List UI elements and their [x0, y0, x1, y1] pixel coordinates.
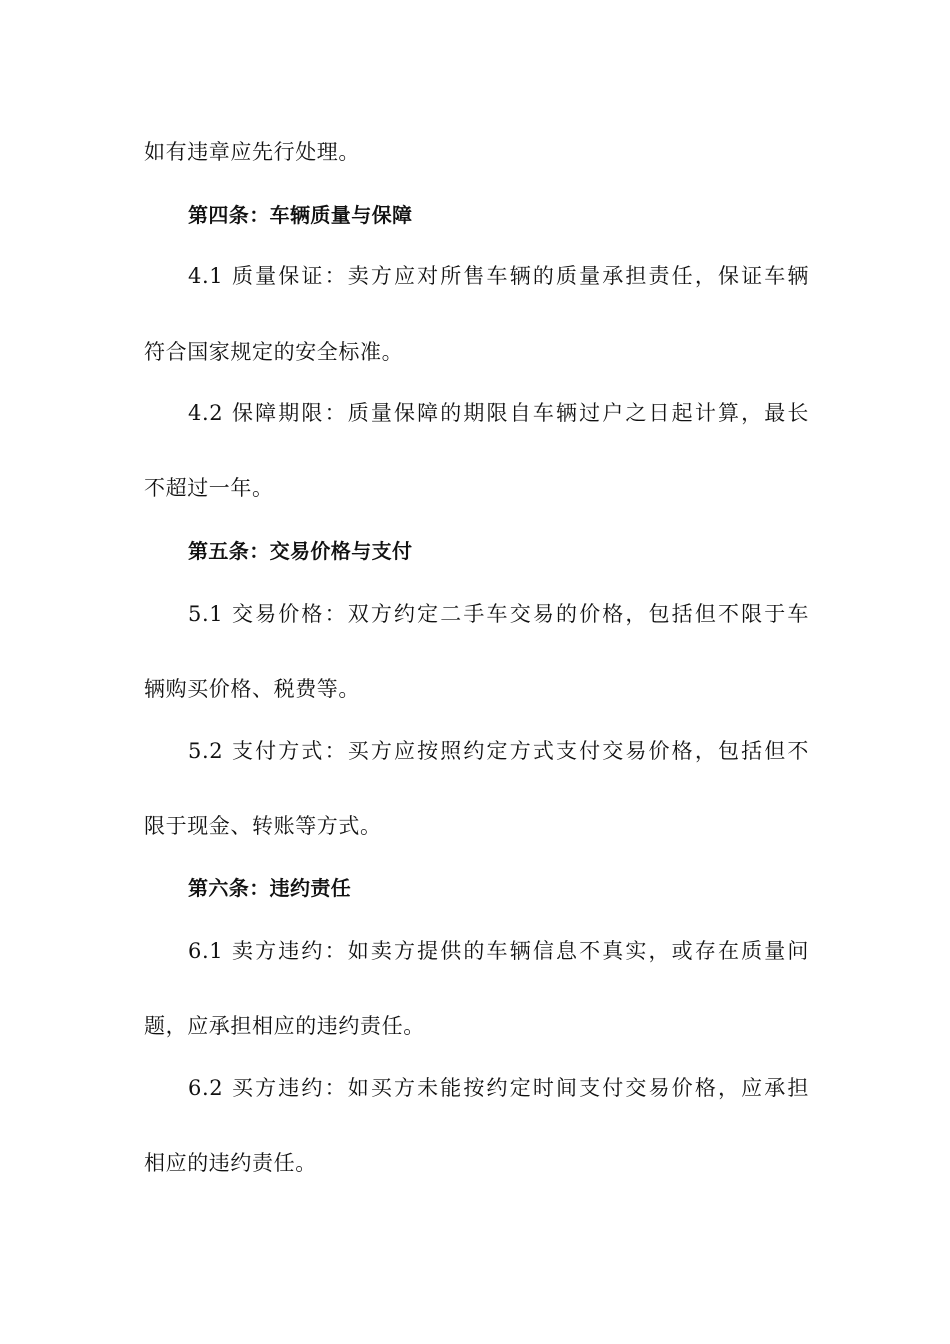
clause-5-1-line-2: 辆购买价格、税费等。: [144, 677, 360, 701]
paragraph-continuation: 如有违章应先行处理。: [144, 140, 360, 164]
clause-6-2-line-1: 6.2 买方违约：如买方未能按约定时间支付交易价格，应承担: [188, 1076, 809, 1100]
clause-4-1-line-1: 4.1 质量保证：卖方应对所售车辆的质量承担责任，保证车辆: [188, 264, 809, 288]
clause-4-2-line-2: 不超过一年。: [144, 476, 274, 500]
clause-4-2-line-1: 4.2 保障期限：质量保障的期限自车辆过户之日起计算，最长: [188, 401, 809, 425]
clause-6-1-line-1: 6.1 卖方违约：如卖方提供的车辆信息不真实，或存在质量问: [188, 939, 809, 963]
clause-5-2-line-2: 限于现金、转账等方式。: [144, 814, 382, 838]
clause-5-2-line-1: 5.2 支付方式：买方应按照约定方式支付交易价格，包括但不: [188, 739, 809, 763]
section-heading-4: 第四条：车辆质量与保障: [188, 203, 413, 227]
section-heading-6: 第六条：违约责任: [188, 876, 352, 900]
section-heading-5: 第五条：交易价格与支付: [188, 539, 413, 563]
clause-6-2-line-2: 相应的违约责任。: [144, 1151, 317, 1175]
clause-5-1-line-1: 5.1 交易价格：双方约定二手车交易的价格，包括但不限于车: [188, 602, 809, 626]
clause-6-1-line-2: 题，应承担相应的违约责任。: [144, 1014, 425, 1038]
clause-4-1-line-2: 符合国家规定的安全标准。: [144, 340, 404, 364]
